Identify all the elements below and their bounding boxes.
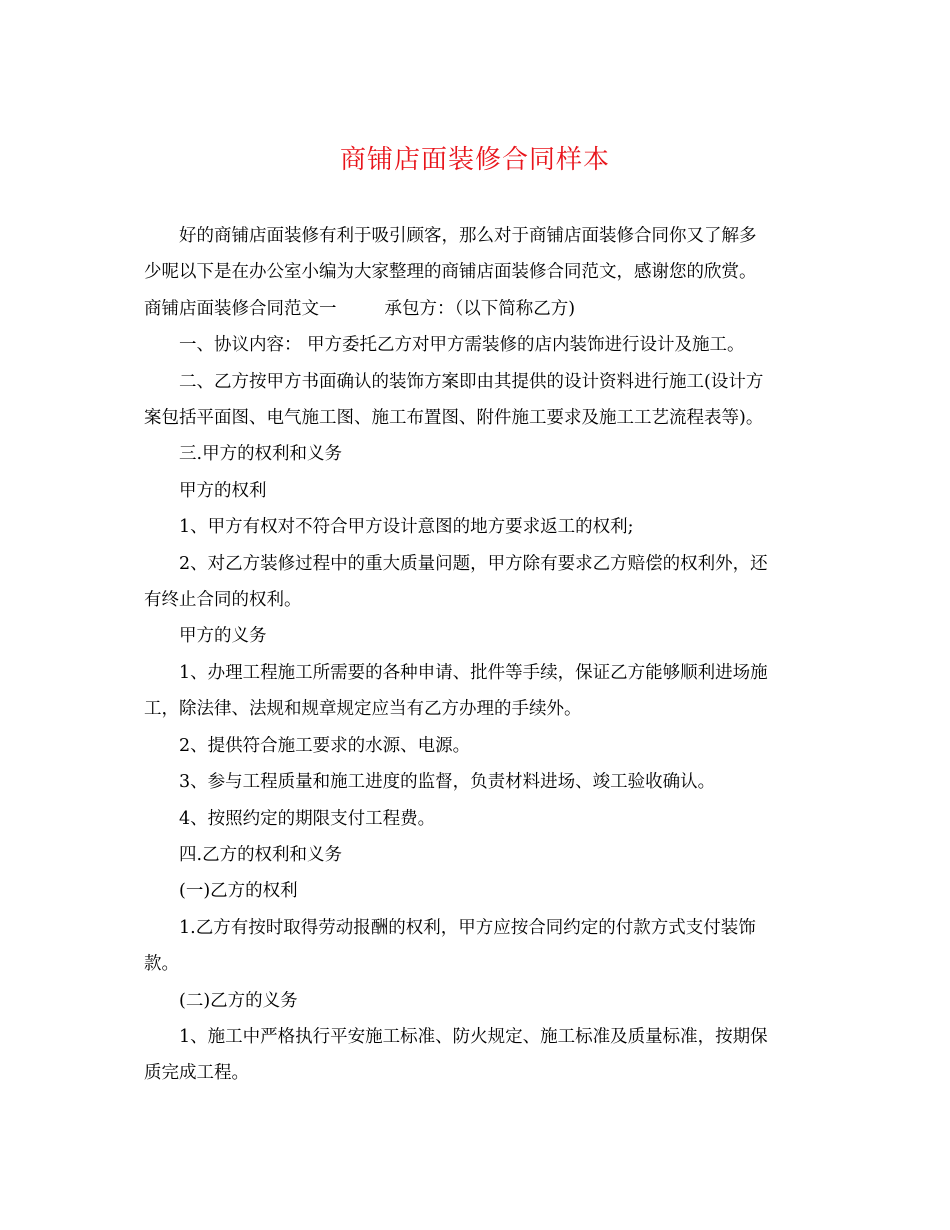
paragraph-line: 少呢以下是在办公室小编为大家整理的商铺店面装修合同范文，感谢您的欣赏。 xyxy=(144,262,757,283)
subsection-heading: (一)乙方的权利 xyxy=(179,881,298,902)
paragraph-line: 4、按照约定的期限支付工程费。 xyxy=(179,808,436,829)
paragraph-line: 二、乙方按甲方书面确认的装饰方案即由其提供的设计资料进行施工(设计方 xyxy=(179,371,764,392)
paragraph-line xyxy=(144,291,810,327)
document-title: 商铺店面装修合同样本 xyxy=(339,145,610,175)
paragraph-line: 工，除法律、法规和规章规定应当有乙方办理的手续外。 xyxy=(144,699,582,720)
document-body xyxy=(144,218,810,1092)
paragraph-line: 1.乙方有按时取得劳动报酬的权利，甲方应按合同约定的付款方式支付装饰 xyxy=(179,917,756,938)
paragraph-line: 好的商铺店面装修有利于吸引顾客，那么对于商铺店面装修合同你又了解多 xyxy=(179,226,757,246)
paragraph-line: 有终止合同的权利。 xyxy=(144,590,302,611)
paragraph-line: 2、提供符合施工要求的水源、电源。 xyxy=(179,735,471,756)
contractor-label: 承包方：（以下简称乙方) xyxy=(384,298,576,319)
paragraph-line: 1、施工中严格执行平安施工标准、防火规定、施工标准及质量标准，按期保 xyxy=(179,1026,768,1047)
subsection-heading: (二)乙方的义务 xyxy=(179,990,298,1011)
paragraph-line: 3、参与工程质量和施工进度的监督，负责材料进场、竣工验收确认。 xyxy=(179,772,716,793)
paragraph-line: 1、办理工程施工所需要的各种申请、批件等手续，保证乙方能够顺利进场施 xyxy=(179,662,768,683)
paragraph-line: 质完成工程。 xyxy=(144,1063,249,1084)
paragraph-line: 2、对乙方装修过程中的重大质量问题，甲方除有要求乙方赔偿的权利外，还 xyxy=(179,553,768,574)
contract-subtitle: 商铺店面装修合同范文一 xyxy=(144,298,337,319)
paragraph-line: 案包括平面图、电气施工图、施工布置图、附件施工要求及施工工艺流程表等)。 xyxy=(144,408,764,429)
section-heading: 三.甲方的权利和义务 xyxy=(179,444,343,465)
subsection-heading: 甲方的权利 xyxy=(179,480,267,501)
paragraph-line: 一、协议内容： 甲方委托乙方对甲方需装修的店内装饰进行设计及施工。 xyxy=(179,335,745,356)
paragraph-line: 1、甲方有权对不符合甲方设计意图的地方要求返工的权利; xyxy=(179,517,634,538)
subsection-heading: 甲方的义务 xyxy=(179,626,267,647)
section-heading: 四.乙方的权利和义务 xyxy=(179,844,343,865)
paragraph-line: 款。 xyxy=(144,954,179,975)
